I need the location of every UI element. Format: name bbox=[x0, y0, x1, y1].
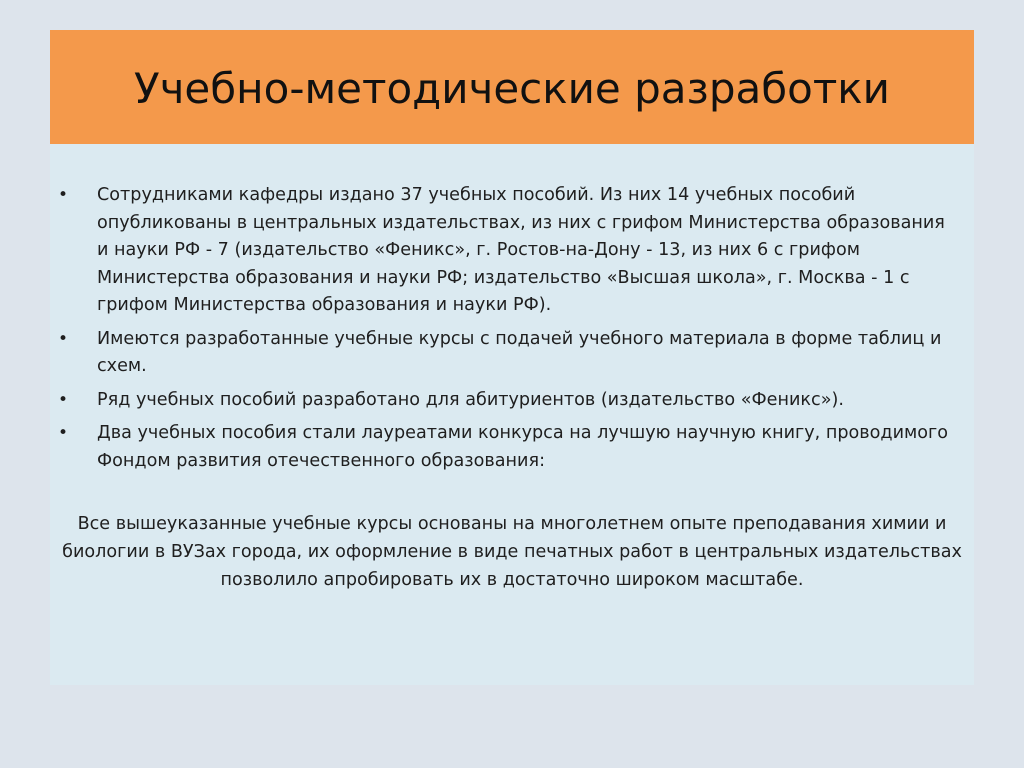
summary-paragraph: Все вышеуказанные учебные курсы основаны на многолетнем опыте преподавания химии и биологии в ВУЗах города, их оформление в виде печатных работ в центральных издательствах позволило апробировать их в достаточно широком масштабе. bbox=[62, 514, 962, 590]
bullet-text: Сотрудниками кафедры издано 37 учебных пособий. Из них 14 учебных пособий опубликованы в центральных издательствах, из них с грифом Министерства образования и науки РФ - 7 (издательство «Феникс», г. Ростов-на-Дону - 13, из них 6 с грифом Министерства образования и науки РФ; издательство «Высшая школа», г. Москва - 1 с грифом Министерства образования и науки РФ). bbox=[97, 185, 945, 315]
bullet-text: Ряд учебных пособий разработано для абитуриентов (издательство «Феникс»). bbox=[97, 389, 844, 410]
bullet-item bbox=[50, 182, 974, 320]
bullet-dot-icon: • bbox=[58, 185, 69, 205]
bullet-text: Имеются разработанные учебные курсы с подачей учебного материала в форме таблиц и схем. bbox=[97, 328, 942, 376]
bullet-list bbox=[50, 182, 974, 481]
content-panel bbox=[50, 144, 974, 685]
bullet-item bbox=[50, 326, 974, 381]
title-bar bbox=[50, 30, 974, 144]
bullet-dot-icon: • bbox=[58, 389, 69, 410]
bullet-dot-icon: • bbox=[58, 328, 69, 349]
bullet-text: Два учебных пособия стали лауреатами конкурса на лучшую научную книгу, проводимого Фондом развития отечественного образования: bbox=[97, 423, 949, 471]
bullet-item bbox=[50, 387, 974, 415]
slide-title: Учебно-методические разработки bbox=[134, 63, 890, 113]
bullet-dot-icon: • bbox=[58, 423, 69, 443]
bullet-item bbox=[50, 420, 974, 475]
